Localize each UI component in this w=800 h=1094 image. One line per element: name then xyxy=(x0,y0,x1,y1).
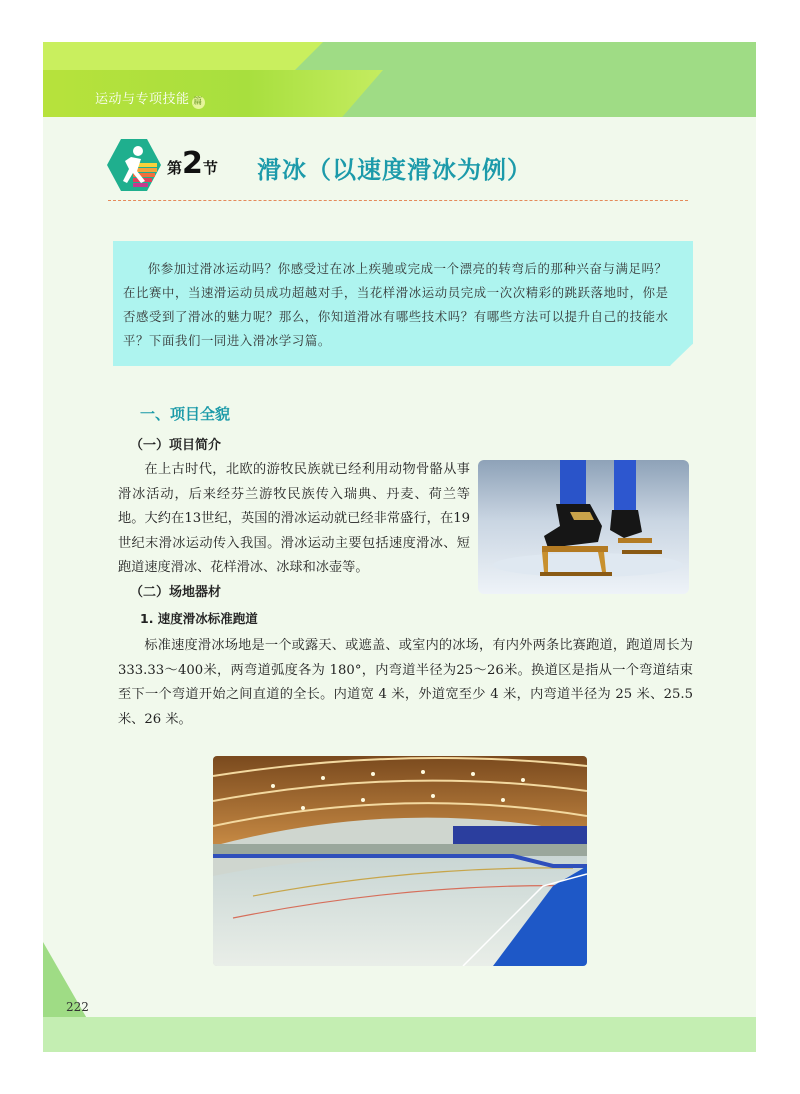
paragraph-project-intro: 在上古时代，北欧的游牧民族就已经利用动物骨骼从事滑冰活动，后来经芬兰游牧民族传入瑞典、丹麦、荷兰等地。大约在13世纪，英国的滑冰运动就已经非常盛行，在19世纪末滑冰运动传入我国。滑冰运动主要包括速度滑冰、短跑道速度滑冰、花样滑冰、冰球和冰壶等。 xyxy=(118,462,470,576)
page xyxy=(43,42,756,1052)
section-title: 滑冰（以速度滑冰为例） xyxy=(257,156,532,184)
intro-text: 你参加过滑冰运动吗？你感受过在冰上疾驰或完成一个漂亮的转弯后的那种兴奋与满足吗？在比赛中，当速滑运动员成功超越对手，当花样滑冰运动员完成一次次精彩的跳跃落地时，你是否感受到了滑冰的魅力呢？那么，你知道滑冰有哪些技术吗？有哪些方法可以提升自己的技能水平？下面我们一同进入滑冰学习篇。 xyxy=(123,261,669,348)
running-header-text: 运动与专项技能 xyxy=(95,92,190,107)
section-number-value: 2 xyxy=(182,146,203,181)
section-number-suffix: 节 xyxy=(202,159,218,177)
section-number-prefix: 第 xyxy=(167,159,183,177)
header-accent xyxy=(43,70,383,117)
header-accent-bar xyxy=(43,42,323,70)
title-divider xyxy=(108,200,688,201)
speed-skating-rink-photo xyxy=(213,756,587,966)
heading-standard-track: 1. 速度滑冰标准跑道 xyxy=(140,611,258,626)
paragraph-standard-track: 标准速度滑冰场地是一个或露天、或遮盖、或室内的冰场，有内外两条比赛跑道，跑道周长为333.33～400米，两弯道弧度各为 180°，内弯道半径为25～26米。换道区是指从一个弯道结束至下一个弯道开始之间直道的全长。内道宽 4 米，外道宽至少 4 米，内弯道半径为 25 米、25.5 米、26 米。 xyxy=(118,638,693,727)
running-header xyxy=(95,88,205,109)
page-number: 222 xyxy=(66,1000,89,1014)
section-number xyxy=(167,146,218,181)
heading-project-overview: 一、项目全貌 xyxy=(140,405,231,423)
heading-venue-equipment: （二）场地器材 xyxy=(130,585,222,600)
heading-project-intro: （一）项目简介 xyxy=(130,438,222,453)
header-badge: 篇 xyxy=(193,97,203,107)
speed-skate-photo xyxy=(478,460,689,594)
footer-band xyxy=(43,1017,756,1052)
skater-logo-icon xyxy=(107,139,161,191)
